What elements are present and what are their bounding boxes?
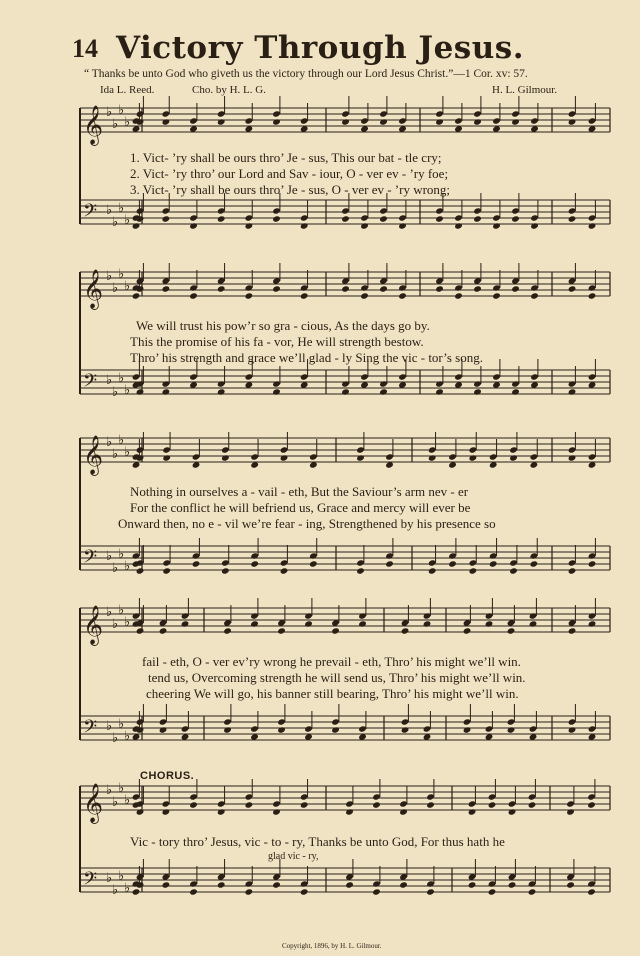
note-head [136, 808, 145, 815]
flat-sign: ♭ [112, 617, 119, 632]
flat-sign: ♭ [124, 559, 131, 574]
note-head [358, 620, 367, 627]
lyric-line: tend us, Overcoming strength he will send us, Thro’ his might we’ll win. [148, 670, 526, 685]
flat-sign: ♭ [118, 103, 125, 118]
note-head [132, 292, 141, 299]
note-head [399, 808, 408, 815]
note-head [217, 118, 226, 125]
note-head [300, 801, 309, 808]
note-head [489, 560, 498, 567]
note-head [468, 881, 477, 888]
note-head [372, 801, 381, 808]
note-head [277, 726, 286, 733]
note-head [588, 292, 597, 299]
flat-sign: ♭ [106, 435, 113, 450]
note-head [217, 881, 226, 888]
note-head [189, 888, 198, 895]
flat-sign: ♭ [112, 883, 119, 898]
flat-sign: ♭ [106, 783, 113, 798]
flat-sign: ♭ [112, 795, 119, 810]
flat-sign: ♭ [112, 117, 119, 132]
flat-sign: ♭ [112, 731, 119, 746]
note-head [463, 627, 472, 634]
note-head [454, 222, 463, 229]
lyric-line: Onward then, no e - vil we’re fear - ing, Strengthened by his presence so [118, 516, 496, 531]
note-head [189, 801, 198, 808]
flat-sign: ♭ [112, 281, 119, 296]
note-head [341, 388, 350, 395]
scripture-epigraph: “ Thanks be unto God who giveth us the victory through our Lord Jesus Christ.”—1 Cor. xv: 57. [84, 68, 528, 80]
note-head [473, 118, 482, 125]
flat-sign: ♭ [112, 385, 119, 400]
treble-clef: 𝄞 [83, 435, 104, 475]
note-head [468, 808, 477, 815]
note-head [587, 801, 596, 808]
note-head [304, 620, 313, 627]
chorus-author: Cho. by H. L. G. [192, 84, 266, 96]
note-head [530, 560, 539, 567]
note-head [331, 627, 340, 634]
note-head [159, 726, 168, 733]
note-head [136, 627, 145, 634]
note-head [399, 881, 408, 888]
note-head [398, 222, 407, 229]
note-head [132, 888, 141, 895]
note-head [181, 620, 190, 627]
note-head [528, 888, 537, 895]
note-head [473, 285, 482, 292]
lyric-line: fail - eth, O - ver ev’ry wrong he prevail - eth, Thro’ his might we’ll win. [142, 654, 521, 669]
note-head [223, 627, 232, 634]
note-head [529, 620, 538, 627]
flat-sign: ♭ [124, 383, 131, 398]
flat-sign: ♭ [118, 547, 125, 562]
note-head [566, 808, 575, 815]
chorus-lyric-line: Vic - tory thro’ Jesus, vic - to - ry, Thanks be unto God, For thus hath he [130, 834, 505, 849]
flat-sign: ♭ [118, 717, 125, 732]
flat-sign: ♭ [106, 549, 113, 564]
note-head [245, 888, 254, 895]
note-head [509, 567, 518, 574]
note-head [162, 285, 171, 292]
flat-sign: ♭ [124, 793, 131, 808]
note-head [341, 285, 350, 292]
note-head [435, 285, 444, 292]
flat-sign: ♭ [124, 115, 131, 130]
note-head [345, 881, 354, 888]
note-head [136, 567, 145, 574]
note-head [280, 454, 289, 461]
note-head [463, 726, 472, 733]
note-head [448, 560, 457, 567]
note-head [488, 801, 497, 808]
note-head [473, 388, 482, 395]
note-head [192, 560, 201, 567]
note-head [309, 560, 318, 567]
note-head [568, 726, 577, 733]
flat-sign: ♭ [118, 781, 125, 796]
note-head [360, 292, 369, 299]
flat-sign: ♭ [124, 881, 131, 896]
lyric-line: We will trust his pow’r so gra - cious, As the days go by. [136, 318, 430, 333]
note-head [217, 285, 226, 292]
note-head [492, 292, 501, 299]
note-head [509, 454, 518, 461]
note-head [401, 726, 410, 733]
flat-sign: ♭ [118, 371, 125, 386]
note-head [566, 881, 575, 888]
note-head [356, 567, 365, 574]
note-head [428, 567, 437, 574]
note-head [435, 388, 444, 395]
hymn-title: Victory Through Jesus. [115, 30, 525, 66]
note-head [423, 620, 432, 627]
treble-clef: 𝄞 [83, 269, 104, 309]
flat-sign: ♭ [118, 603, 125, 618]
note-head [245, 801, 254, 808]
bass-clef: 𝄢 [83, 869, 98, 894]
lyric-line: This the promise of his fa - vor, He will strength bestow. [130, 334, 424, 349]
flat-sign: ♭ [112, 215, 119, 230]
note-head [568, 567, 577, 574]
note-head [245, 292, 254, 299]
flat-sign: ♭ [124, 213, 131, 228]
flat-sign: ♭ [106, 719, 113, 734]
flat-sign: ♭ [124, 615, 131, 630]
note-head [568, 118, 577, 125]
note-head [435, 118, 444, 125]
note-head [331, 726, 340, 733]
note-head [530, 292, 539, 299]
note-head [488, 888, 497, 895]
note-head [300, 888, 309, 895]
note-head [379, 215, 388, 222]
lyric-line: 1. Vict- ’ry shall be ours thro’ Je - sus, This our bat - tle cry; [130, 150, 442, 165]
flat-sign: ♭ [112, 447, 119, 462]
note-head [272, 808, 281, 815]
note-head [385, 560, 394, 567]
note-head [136, 388, 145, 395]
note-head [428, 454, 437, 461]
lyric-line: For the conflict he will befriend us, Grace and mercy will ever be [130, 500, 471, 515]
note-head [300, 292, 309, 299]
note-head [379, 285, 388, 292]
note-head [162, 118, 171, 125]
note-head [588, 222, 597, 229]
note-head [162, 808, 171, 815]
flat-sign: ♭ [118, 267, 125, 282]
flat-sign: ♭ [106, 203, 113, 218]
note-head [341, 215, 350, 222]
note-head [250, 560, 259, 567]
note-head [469, 454, 478, 461]
note-head [245, 222, 254, 229]
note-head [162, 215, 171, 222]
note-head [272, 215, 281, 222]
note-head [189, 222, 198, 229]
note-head [511, 118, 520, 125]
note-head [217, 808, 226, 815]
note-head [454, 292, 463, 299]
note-head [511, 285, 520, 292]
note-head [568, 215, 577, 222]
note-head [508, 881, 517, 888]
note-head [469, 567, 478, 574]
note-head [568, 627, 577, 634]
note-head [398, 292, 407, 299]
note-head [272, 118, 281, 125]
lyric-line: cheering We will go, his banner still bearing, Thro’ his might we’ll win. [146, 686, 519, 701]
lyric-line: Thro’ his strength and grace we’ll glad - ly Sing the vic - tor’s song. [130, 350, 483, 365]
bass-clef: 𝄢 [83, 547, 98, 572]
words-author: Ida L. Reed. [100, 84, 155, 96]
flat-sign: ♭ [106, 269, 113, 284]
note-head [221, 567, 230, 574]
note-head [511, 388, 520, 395]
chorus-bass-words: glad vic - ry, [268, 851, 319, 862]
flat-sign: ♭ [106, 105, 113, 120]
note-head [379, 388, 388, 395]
note-head [250, 620, 259, 627]
note-head [356, 454, 365, 461]
note-head [528, 801, 537, 808]
flat-sign: ♭ [124, 445, 131, 460]
treble-clef: 𝄞 [83, 105, 104, 145]
note-head [360, 222, 369, 229]
bass-clef: 𝄢 [83, 201, 98, 226]
note-head [217, 215, 226, 222]
flat-sign: ♭ [118, 869, 125, 884]
flat-sign: ♭ [106, 605, 113, 620]
note-head [162, 567, 171, 574]
flat-sign: ♭ [106, 373, 113, 388]
note-head [277, 627, 286, 634]
lyric-line: 3. Vict- ’ry shall be ours thro’ Je - sus, O - ver ev - ’ry wrong; [130, 182, 451, 197]
note-head [568, 454, 577, 461]
note-head [588, 560, 597, 567]
note-head [159, 627, 168, 634]
flat-sign: ♭ [112, 561, 119, 576]
note-head [507, 726, 516, 733]
note-head [162, 881, 171, 888]
note-head [132, 222, 141, 229]
flat-sign: ♭ [106, 871, 113, 886]
note-head [345, 808, 354, 815]
note-head [272, 388, 281, 395]
flat-sign: ♭ [124, 279, 131, 294]
copyright-notice: Copyright, 1896, by H. L. Gilmour. [282, 942, 382, 950]
bass-clef: 𝄢 [83, 717, 98, 742]
chorus-label: CHORUS. [140, 770, 195, 782]
note-head [530, 222, 539, 229]
note-head [272, 881, 281, 888]
note-head [162, 388, 171, 395]
note-head [426, 888, 435, 895]
flat-sign: ♭ [118, 433, 125, 448]
flat-sign: ♭ [124, 729, 131, 744]
note-head [300, 222, 309, 229]
note-head [372, 888, 381, 895]
note-head [272, 285, 281, 292]
note-head [341, 118, 350, 125]
bass-clef: 𝄢 [83, 371, 98, 396]
lyric-line: 2. Vict- ’ry thro’ our Lord and Sav - iour, O - ver ev - ’ry foe; [130, 166, 449, 181]
note-head [401, 627, 410, 634]
note-head [379, 118, 388, 125]
note-head [223, 726, 232, 733]
page-number: 14 [72, 34, 98, 63]
note-head [588, 620, 597, 627]
note-head [189, 292, 198, 299]
treble-clef: 𝄞 [83, 783, 104, 823]
note-head [568, 285, 577, 292]
note-head [473, 215, 482, 222]
note-head [568, 388, 577, 395]
note-head [485, 620, 494, 627]
note-head [511, 215, 520, 222]
note-head [435, 215, 444, 222]
lyric-line: Nothing in ourselves a - vail - eth, But the Saviour’s arm nev - er [130, 484, 469, 499]
note-head [426, 801, 435, 808]
music-composer: H. L. Gilmour. [492, 84, 558, 96]
note-head [280, 567, 289, 574]
note-head [587, 888, 596, 895]
note-head [217, 388, 226, 395]
note-head [221, 454, 230, 461]
flat-sign: ♭ [118, 201, 125, 216]
note-head [492, 222, 501, 229]
treble-clef: 𝄞 [83, 605, 104, 645]
note-head [507, 627, 516, 634]
note-head [162, 454, 171, 461]
note-head [508, 808, 517, 815]
